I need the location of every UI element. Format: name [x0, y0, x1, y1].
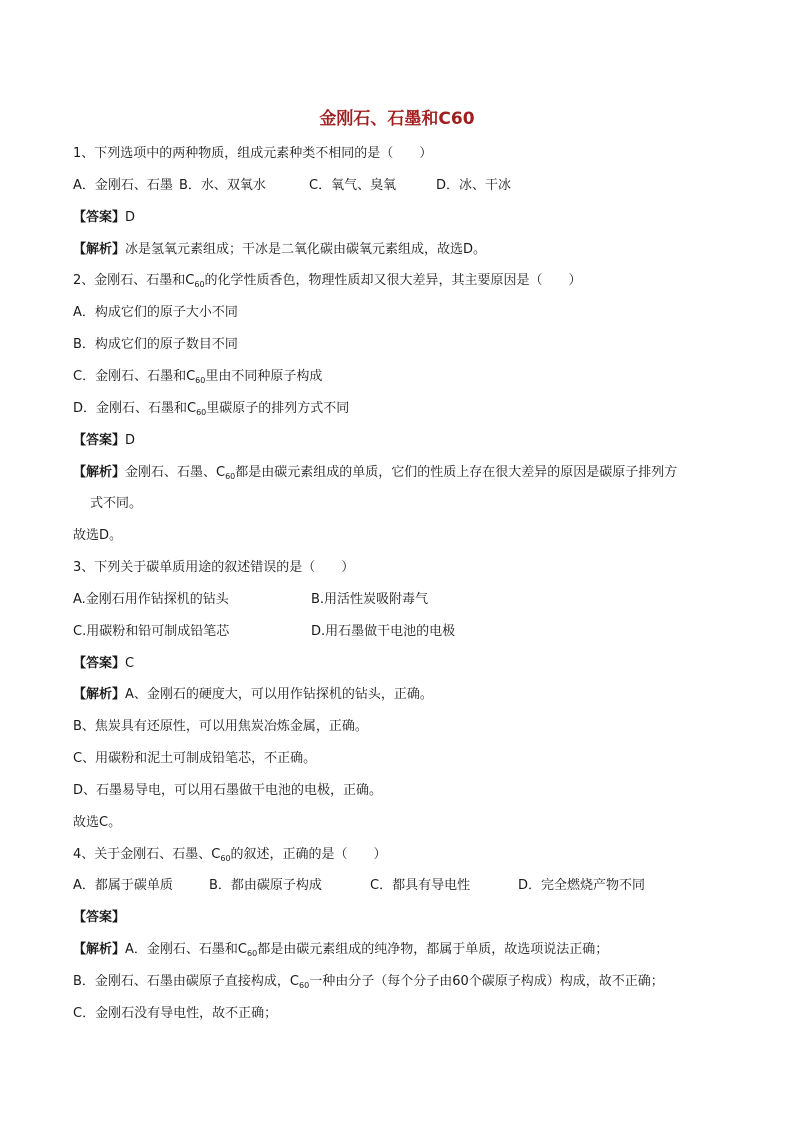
option-text: 里碳原子的排列方式不同 [206, 401, 350, 416]
answer-tag: 【答案】 [73, 656, 126, 671]
q3-options-row2 [73, 623, 455, 641]
q3-option-c: C.用碳粉和铅可制成铅笔芯 [73, 624, 230, 639]
q2-option-d [73, 400, 349, 419]
q4-option-d: D．完全燃烧产物不同 [518, 878, 646, 893]
q3-option-b: B.用活性炭吸附毒气 [311, 592, 429, 607]
q3-conclusion: 故选C。 [73, 815, 122, 830]
q2-conclusion: 故选D。 [73, 528, 123, 543]
q3-analysis-b: B、焦炭具有还原性，可以用焦炭冶炼金属，正确。 [73, 719, 368, 734]
q1-analysis [73, 241, 486, 259]
analysis-tag: 【解析】 [73, 242, 126, 257]
q4-stem-part: 4、关于金刚石、石墨、C [73, 847, 221, 862]
q4-option-c: C．都具有导电性 [370, 878, 471, 893]
subscript: 60 [247, 949, 258, 958]
q2-stem-part: 的化学性质香色，物理性质却又很大差异，其主要原因是（ ） [204, 273, 582, 288]
q3-option-a: A.金刚石用作钻探机的钻头 [73, 592, 229, 607]
analysis-text: A．金刚石、石墨和C [125, 942, 247, 957]
analysis-text: 一种由分子（每个分子由60个碳原子构成）构成，故不正确； [309, 974, 664, 989]
subscript: 60 [220, 854, 231, 863]
q4-option-b: B．都由碳原子构成 [209, 878, 322, 893]
q2-analysis [73, 464, 677, 483]
page-title: 金刚石、石墨和C60 [319, 109, 475, 129]
option-text: 里由不同种原子构成 [205, 369, 323, 384]
answer-tag: 【答案】 [73, 210, 126, 225]
answer-value: D [125, 210, 136, 225]
q4-stem [73, 846, 387, 865]
subscript: 60 [195, 376, 206, 385]
answer-tag: 【答案】 [73, 433, 126, 448]
q3-option-d: D.用石墨做干电池的电极 [311, 624, 456, 639]
subscript: 60 [225, 472, 236, 481]
q1-options [73, 177, 511, 195]
q4-answer [73, 909, 125, 927]
q2-analysis-cont: 式不同。 [90, 496, 143, 511]
q2-option-c [73, 368, 322, 387]
q2-stem-subscript: 60 [194, 280, 205, 289]
analysis-text: 冰是氢氧元素组成；干冰是二氧化碳由碳氧元素组成，故选D。 [125, 242, 487, 257]
answer-value: C [125, 656, 135, 671]
analysis-text: 都是由碳元素组成的单质，它们的性质上存在很大差异的原因是碳原子排列方 [235, 465, 678, 480]
q1-option-a: A．金刚石、石墨 [73, 178, 173, 193]
option-text: C．金刚石、石墨和C [73, 369, 196, 384]
q3-options-row1 [73, 591, 428, 609]
q4-options [73, 877, 645, 895]
answer-value: D [125, 433, 136, 448]
q4-analysis-b [73, 973, 664, 992]
analysis-tag: 【解析】 [73, 942, 126, 957]
subscript: 60 [299, 981, 310, 990]
q3-stem: 3、下列关于碳单质用途的叙述错误的是（ ） [73, 560, 355, 575]
q1-option-b: B．水、双氧水 [179, 178, 266, 193]
q3-analysis-c: C、用碳粉和泥土可制成铅笔芯，不正确。 [73, 751, 317, 766]
option-text: D．金刚石、石墨和C [73, 401, 197, 416]
analysis-tag: 【解析】 [73, 465, 126, 480]
analysis-text: B．金刚石、石墨由碳原子直接构成，C [73, 974, 299, 989]
q2-stem-part: 2、金刚石、石墨和C [73, 273, 195, 288]
q1-option-d: D．冰、干冰 [436, 178, 512, 193]
q3-answer [73, 655, 134, 673]
q1-option-c: C．氧气、臭氧 [309, 178, 397, 193]
q3-analysis-d: D、石墨易导电，可以用石墨做干电池的电极，正确。 [73, 783, 383, 798]
q3-analysis [73, 686, 433, 704]
q2-option-a: A．构成它们的原子大小不同 [73, 305, 238, 320]
analysis-text: 都是由碳元素组成的纯净物，都属于单质，故选项说法正确； [257, 942, 609, 957]
q1-stem: 1、下列选项中的两种物质，组成元素种类不相同的是（ ） [73, 146, 433, 161]
q2-option-b: B．构成它们的原子数目不同 [73, 337, 238, 352]
q4-stem-part: 的叙述，正确的是（ ） [230, 847, 387, 862]
q4-analysis-c: C．金刚石没有导电性，故不正确； [73, 1006, 278, 1021]
analysis-text: 金刚石、石墨、C [125, 465, 226, 480]
q2-answer [73, 432, 135, 450]
q4-analysis [73, 941, 608, 960]
q2-stem [73, 272, 582, 291]
subscript: 60 [196, 408, 207, 417]
analysis-text: A、金刚石的硬度大，可以用作钻探机的钻头，正确。 [125, 687, 433, 702]
q1-answer [73, 209, 135, 227]
answer-tag: 【答案】 [73, 910, 126, 925]
q4-option-a: A．都属于碳单质 [73, 878, 173, 893]
analysis-tag: 【解析】 [73, 687, 126, 702]
